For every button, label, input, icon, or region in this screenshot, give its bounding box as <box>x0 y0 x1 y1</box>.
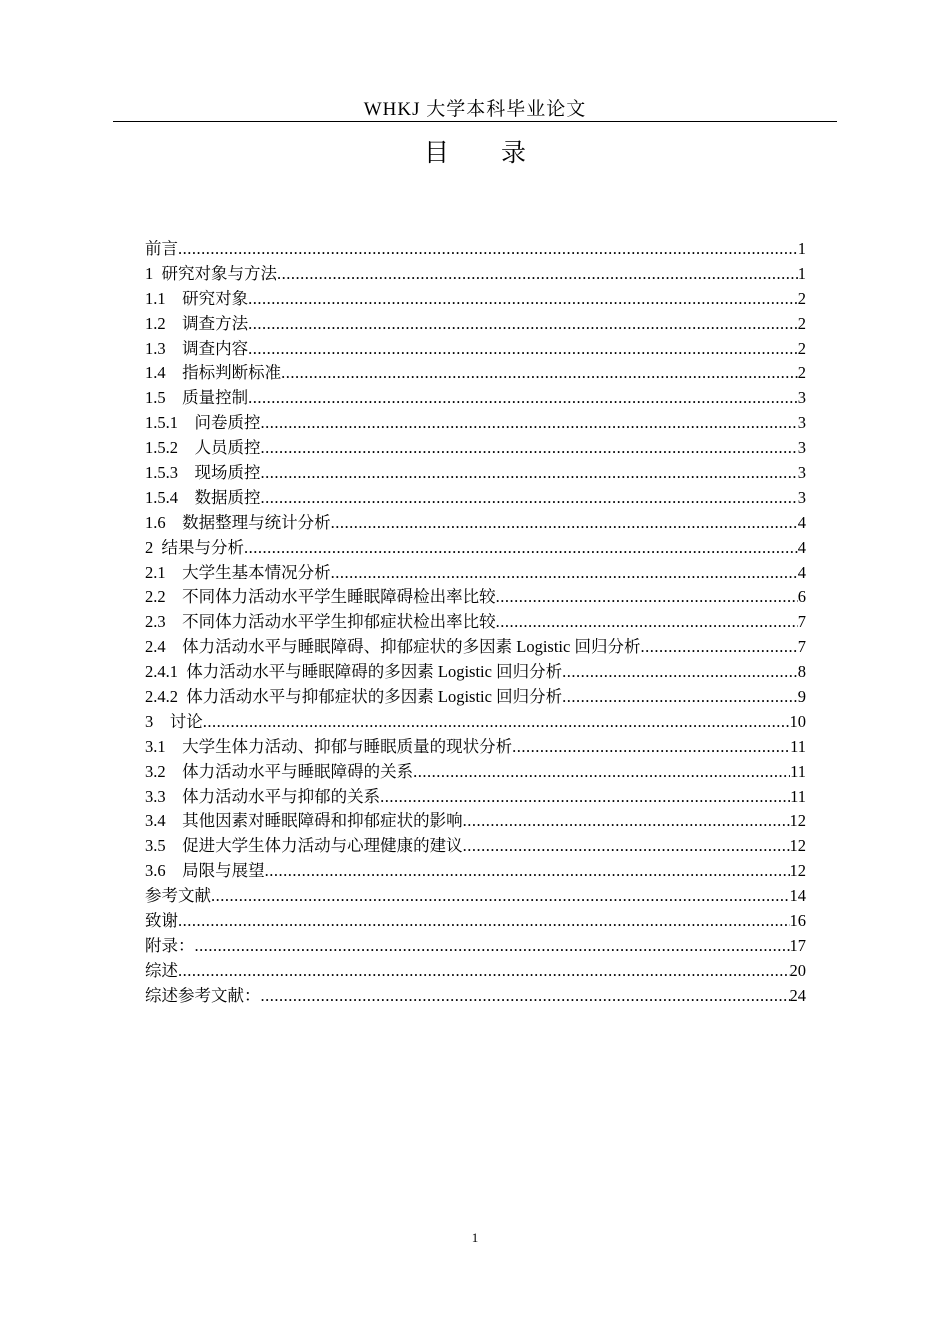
toc-dot-leader <box>562 660 798 685</box>
toc-entry-label: 3.1 大学生体力活动、抑郁与睡眠质量的现状分析 <box>145 736 513 756</box>
toc-entry-page: 1 <box>797 263 806 283</box>
toc-entry-label: 致谢 <box>145 911 178 931</box>
toc-entry-page: 2 <box>797 288 806 308</box>
toc-entry-label: 1.5.2 人员质控 <box>145 438 261 458</box>
running-header: WHKJ 大学本科毕业论文 <box>363 99 587 120</box>
toc-entry[interactable] <box>145 237 806 262</box>
toc-entry-page: 3 <box>797 463 806 482</box>
toc-entry[interactable] <box>145 834 806 859</box>
toc-entry-label: 1.3 调查内容 <box>145 338 249 358</box>
toc-entry-page: 11 <box>790 786 806 806</box>
toc-entry[interactable] <box>145 287 806 312</box>
toc-entry-label: 2.4 体力活动水平与睡眠障碍、抑郁症状的多因素 Logistic 回归分析 <box>145 637 641 657</box>
toc-dot-leader <box>413 760 790 785</box>
toc-entry-page: 1 <box>797 238 806 258</box>
toc-dot-leader <box>211 884 790 909</box>
toc-entry-page: 17 <box>789 935 806 955</box>
toc-entry[interactable] <box>145 461 806 486</box>
toc-entry-label: 1.5.3 现场质控 <box>145 463 261 482</box>
toc-entry-page: 2 <box>797 313 806 333</box>
toc-dot-leader <box>261 411 798 436</box>
toc-dot-leader <box>248 386 798 411</box>
toc-entry-label: 3.6 局限与展望 <box>145 861 265 881</box>
toc-dot-leader <box>562 685 798 710</box>
toc-entry[interactable] <box>145 610 806 635</box>
toc-entry[interactable] <box>145 536 806 561</box>
toc-entry-label: 1.5.4 数据质控 <box>145 487 261 507</box>
toc-entry-label: 1.2 调查方法 <box>145 313 249 333</box>
toc-dot-leader <box>265 859 790 884</box>
toc-entry-label: 1.1 研究对象 <box>145 288 249 308</box>
toc-entry-label: 综述 <box>145 960 178 980</box>
toc-dot-leader <box>496 585 798 610</box>
toc-entry-label: 3.4 其他因素对睡眠障碍和抑郁症状的影响 <box>145 811 463 831</box>
toc-entry[interactable] <box>145 735 806 760</box>
toc-entry[interactable] <box>145 337 806 362</box>
toc-dot-leader <box>380 785 790 810</box>
toc-entry[interactable] <box>145 809 806 834</box>
toc-entry[interactable] <box>145 884 806 909</box>
toc-entry-page: 14 <box>789 886 806 906</box>
toc-list <box>145 237 806 1009</box>
toc-dot-leader <box>178 237 798 262</box>
toc-entry[interactable] <box>145 262 806 287</box>
toc-dot-leader <box>277 262 798 287</box>
toc-entry-page: 2 <box>797 363 806 383</box>
toc-dot-leader <box>331 511 798 536</box>
toc-entry-label: 1 研究对象与方法 <box>145 263 277 283</box>
toc-entry-label: 1.5.1 问卷质控 <box>145 413 261 433</box>
toc-entry-page: 11 <box>790 736 806 756</box>
toc-dot-leader <box>640 635 797 660</box>
toc-dot-leader <box>248 287 798 312</box>
toc-entry[interactable] <box>145 585 806 610</box>
toc-entry[interactable] <box>145 760 806 785</box>
toc-entry[interactable] <box>145 386 806 411</box>
toc-entry-page: 11 <box>790 761 806 781</box>
toc-entry[interactable] <box>145 984 806 1009</box>
toc-entry[interactable] <box>145 486 806 511</box>
toc-entry-page: 4 <box>797 512 806 532</box>
toc-dot-leader <box>244 536 798 561</box>
toc-entry-page: 4 <box>797 562 806 582</box>
toc-entry-label: 1.5 质量控制 <box>145 388 249 408</box>
toc-entry-page: 6 <box>797 587 806 607</box>
toc-entry-label: 2.3 不同体力活动水平学生抑郁症状检出率比较 <box>145 612 496 632</box>
toc-entry[interactable] <box>145 411 806 436</box>
toc-entry-label: 2.4.1 体力活动水平与睡眠障碍的多因素 Logistic 回归分析 <box>145 662 563 682</box>
toc-entry-page: 10 <box>789 711 806 731</box>
toc-entry[interactable] <box>145 361 806 386</box>
toc-dot-leader <box>261 436 798 461</box>
toc-dot-leader <box>261 486 798 511</box>
toc-entry-label: 2.1 大学生基本情况分析 <box>145 562 331 582</box>
toc-entry[interactable] <box>145 859 806 884</box>
toc-dot-leader <box>248 312 798 337</box>
toc-entry[interactable] <box>145 959 806 984</box>
toc-entry-page: 16 <box>789 911 806 931</box>
toc-entry[interactable] <box>145 312 806 337</box>
toc-dot-leader <box>463 809 790 834</box>
toc-entry-page: 3 <box>797 388 806 408</box>
toc-entry[interactable] <box>145 909 806 934</box>
toc-entry[interactable] <box>145 934 806 959</box>
toc-entry-page: 20 <box>789 960 806 980</box>
toc-entry[interactable] <box>145 685 806 710</box>
toc-entry-page: 12 <box>789 811 806 831</box>
toc-entry-label: 1.6 数据整理与统计分析 <box>145 512 331 532</box>
toc-entry-label: 3.2 体力活动水平与睡眠障碍的关系 <box>145 761 414 781</box>
toc-dot-leader <box>203 710 790 735</box>
toc-dot-leader <box>331 561 798 586</box>
toc-entry-page: 9 <box>797 687 806 707</box>
toc-dot-leader <box>261 461 798 486</box>
toc-entry[interactable] <box>145 660 806 685</box>
toc-entry-label: 3 讨论 <box>145 711 203 731</box>
toc-dot-leader <box>178 909 790 934</box>
toc-entry[interactable] <box>145 635 806 660</box>
toc-entry-page: 3 <box>797 438 806 458</box>
toc-entry-label: 参考文献 <box>145 886 211 906</box>
toc-entry-label: 2.4.2 体力活动水平与抑郁症状的多因素 Logistic 回归分析 <box>145 687 563 707</box>
toc-entry[interactable] <box>145 785 806 810</box>
toc-entry-label: 2 结果与分析 <box>145 537 244 557</box>
toc-entry-page: 7 <box>797 612 806 632</box>
toc-entry[interactable] <box>145 511 806 536</box>
toc-entry[interactable] <box>145 436 806 461</box>
toc-entry-page: 12 <box>789 836 806 856</box>
toc-entry[interactable] <box>145 710 806 735</box>
toc-dot-leader <box>178 959 790 984</box>
toc-dot-leader <box>248 337 798 362</box>
toc-entry-label: 综述参考文献： <box>145 985 261 1005</box>
toc-entry-label: 附录： <box>145 935 195 955</box>
toc-entry[interactable] <box>145 561 806 586</box>
toc-entry-page: 8 <box>797 662 806 682</box>
toc-entry-page: 24 <box>789 985 806 1005</box>
toc-dot-leader <box>496 610 798 635</box>
toc-dot-leader <box>512 735 790 760</box>
toc-dot-leader <box>463 834 790 859</box>
toc-entry-label: 1.4 指标判断标准 <box>145 363 282 383</box>
toc-entry-label: 3.3 体力活动水平与抑郁的关系 <box>145 786 381 806</box>
toc-dot-leader <box>195 934 790 959</box>
toc-entry-page: 3 <box>797 487 806 507</box>
toc-title: 目 录 <box>424 138 548 167</box>
header-rule <box>113 121 837 122</box>
toc-entry-page: 2 <box>797 338 806 358</box>
toc-entry-label: 3.5 促进大学生体力活动与心理健康的建议 <box>145 836 463 856</box>
toc-entry-page: 7 <box>797 637 806 657</box>
toc-dot-leader <box>281 361 798 386</box>
toc-entry-page: 12 <box>789 861 806 881</box>
toc-entry-page: 4 <box>797 537 806 557</box>
page-number: 1 <box>471 1230 479 1245</box>
toc-entry-page: 3 <box>797 413 806 433</box>
toc-dot-leader <box>261 984 790 1009</box>
toc-entry-label: 2.2 不同体力活动水平学生睡眠障碍检出率比较 <box>145 587 496 607</box>
toc-entry-label: 前言 <box>145 238 178 258</box>
